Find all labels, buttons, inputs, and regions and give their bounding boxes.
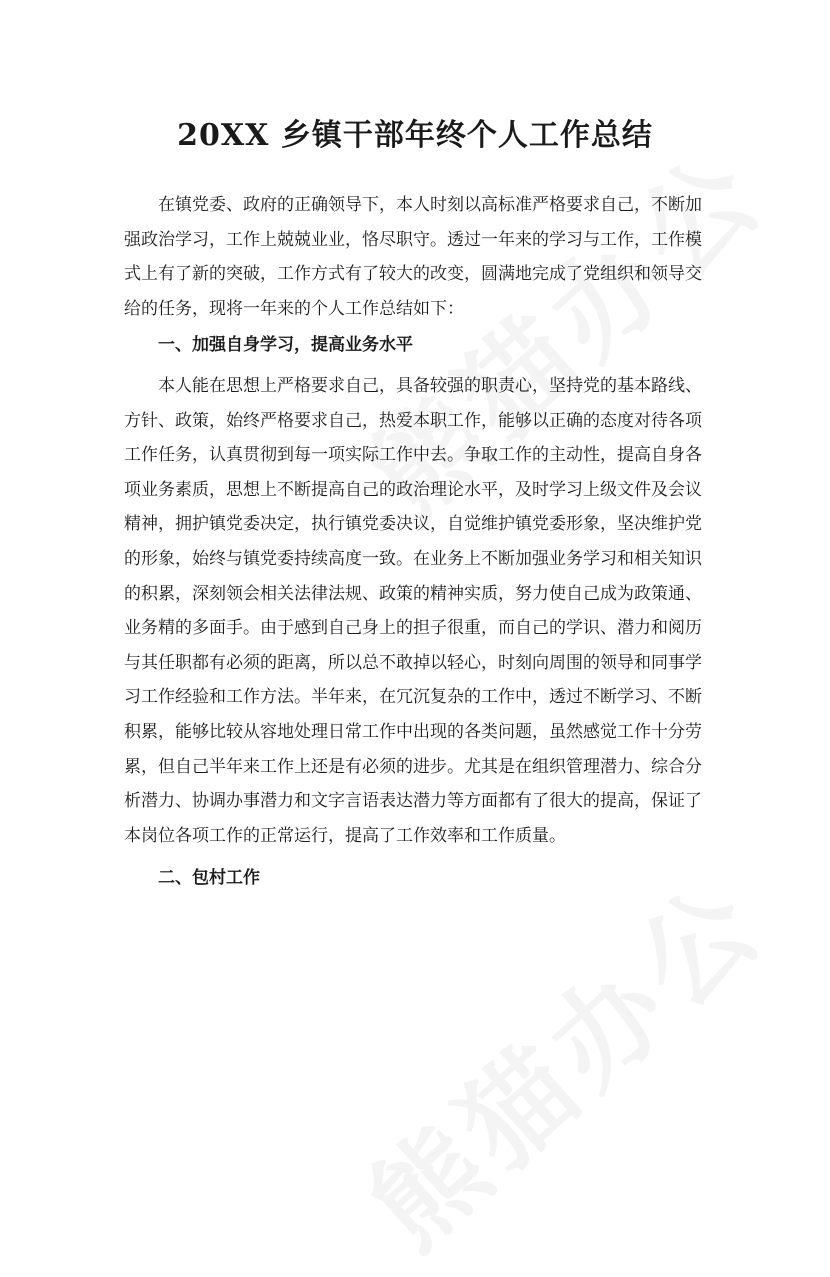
watermark (330, 839, 792, 1277)
intro-paragraph: 在镇党委、政府的正确领导下，本人时刻以高标准严格要求自己，不断加强政治学习，工作上兢兢业业，恪尽职守。透过一年来的学习与工作，工作模式上有了新的突破，工作方式有了较大的改变，圆满地完成了党组织和领导交给的任务，现将一年来的个人工作总结如下： (124, 195, 702, 319)
document-body (124, 188, 702, 896)
section-1-heading: 一、加强自身学习，提高业务水平 (158, 335, 413, 356)
section-1-paragraph: 本人能在思想上严格要求自己，具备较强的职责心，坚持党的基本路线、方针、政策，始终严格要求自己，热爱本职工作，能够以正确的态度对待各项工作任务，认真贯彻到每一项实际工作中去。争取工作的主动性，提高自身各项业务素质，思想上不断提高自己的政治理论水平，及时学习上级文件及会议精神，拥护镇党委决定，执行镇党委决议，自觉维护镇党委形象，坚决维护党的形象，始终与镇党委持续高度一致。在业务上不断加强业务学习和相关知识的积累，深刻领会相关法律法规、政策的精神实质，努力使自己成为政策通、业务精的多面手。由于感到自己身上的担子很重，而自己的学识、潜力和阅历与其任职都有必须的距离，所以总不敢掉以轻心，时刻向周围的领导和同事学习工作经验和工作方法。半年来，在冗沉复杂的工作中，透过不断学习、不断积累，能够比较从容地处理日常工作中出现的各类问题，虽然感觉工作十分劳累，但自己半年来工作上还是有必须的进步。尤其是在组织管理潜力、综合分析潜力、协调办事潜力和文字言语表达潜力等方面都有了很大的提高，保证了本岗位各项工作的正常运行，提高了工作效率和工作质量。 (124, 375, 702, 846)
document-title: 20XX 乡镇干部年终个人工作总结 (177, 118, 653, 153)
section-2-heading: 二、包村工作 (158, 868, 260, 889)
